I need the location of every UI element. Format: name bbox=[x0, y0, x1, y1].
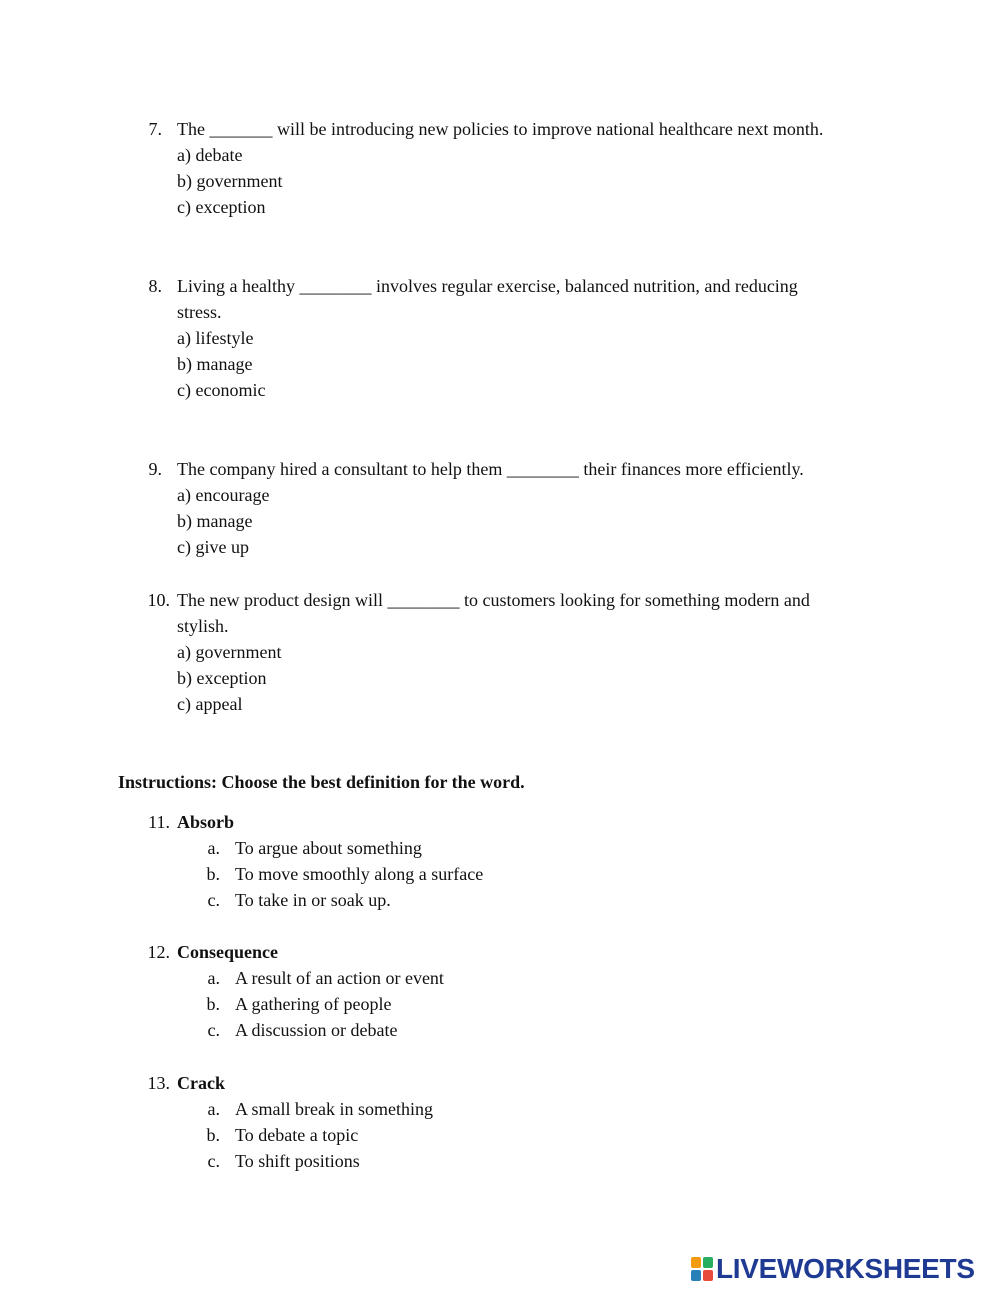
answer-option[interactable]: b) manage bbox=[177, 511, 253, 531]
vocabulary-word: Absorb bbox=[177, 812, 235, 832]
instructions-heading: Instructions: Choose the best definition for the word. bbox=[118, 772, 525, 792]
answer-option[interactable]: a) debate bbox=[177, 145, 243, 165]
logo-tile bbox=[703, 1270, 713, 1281]
logo-text: LIVEWORKSHEETS bbox=[716, 1253, 975, 1284]
question-number: 11. bbox=[148, 812, 170, 832]
logo-tile bbox=[703, 1257, 713, 1268]
option-letter: a. bbox=[207, 838, 220, 858]
liveworksheets-logo[interactable] bbox=[691, 1253, 975, 1285]
answer-option[interactable]: b) government bbox=[177, 171, 283, 191]
question-number: 8. bbox=[148, 276, 162, 296]
question-number: 10. bbox=[147, 590, 170, 610]
question-text: The new product design will ________ to customers looking for something modern and bbox=[177, 590, 810, 610]
definition-option[interactable]: To argue about something bbox=[235, 838, 422, 858]
definition-option[interactable]: To move smoothly along a surface bbox=[235, 864, 484, 884]
definition-option[interactable]: A discussion or debate bbox=[235, 1020, 398, 1040]
definition-option[interactable]: A gathering of people bbox=[235, 994, 392, 1014]
question-text-continued: stylish. bbox=[177, 616, 229, 636]
answer-option[interactable]: c) appeal bbox=[177, 694, 243, 714]
answer-option[interactable]: b) exception bbox=[177, 668, 267, 688]
question-number: 12. bbox=[147, 942, 170, 962]
question-text: The company hired a consultant to help them ________ their finances more efficiently. bbox=[177, 459, 804, 479]
logo-tile bbox=[691, 1270, 701, 1281]
logo-mark-icon bbox=[691, 1257, 713, 1281]
answer-option[interactable]: b) manage bbox=[177, 354, 253, 374]
answer-option[interactable]: a) government bbox=[177, 642, 282, 662]
answer-option[interactable]: c) exception bbox=[177, 197, 266, 217]
question-text: Living a healthy ________ involves regular exercise, balanced nutrition, and reducing bbox=[177, 276, 798, 296]
answer-option[interactable]: c) give up bbox=[177, 537, 249, 557]
question-number: 9. bbox=[148, 459, 162, 479]
vocabulary-word: Consequence bbox=[177, 942, 279, 962]
question-number: 7. bbox=[148, 119, 162, 139]
question-text-continued: stress. bbox=[177, 302, 222, 322]
answer-option[interactable]: c) economic bbox=[177, 380, 266, 400]
definition-option[interactable]: A small break in something bbox=[235, 1099, 433, 1119]
vocabulary-word: Crack bbox=[177, 1073, 225, 1093]
answer-option[interactable]: a) encourage bbox=[177, 485, 270, 505]
option-letter: b. bbox=[206, 994, 220, 1014]
question-number: 13. bbox=[147, 1073, 170, 1093]
option-letter: b. bbox=[206, 1125, 220, 1145]
option-letter: b. bbox=[206, 864, 220, 884]
question-text: The _______ will be introducing new policies to improve national healthcare next month. bbox=[177, 119, 824, 139]
definition-option[interactable]: A result of an action or event bbox=[235, 968, 444, 988]
definition-option[interactable]: To shift positions bbox=[235, 1151, 360, 1171]
option-letter: c. bbox=[207, 1020, 220, 1040]
definition-option[interactable]: To take in or soak up. bbox=[235, 890, 391, 910]
option-letter: a. bbox=[207, 1099, 220, 1119]
option-letter: a. bbox=[207, 968, 220, 988]
answer-option[interactable]: a) lifestyle bbox=[177, 328, 254, 348]
option-letter: c. bbox=[207, 890, 220, 910]
option-letter: c. bbox=[207, 1151, 220, 1171]
logo-tile bbox=[691, 1257, 701, 1268]
definition-option[interactable]: To debate a topic bbox=[235, 1125, 359, 1145]
